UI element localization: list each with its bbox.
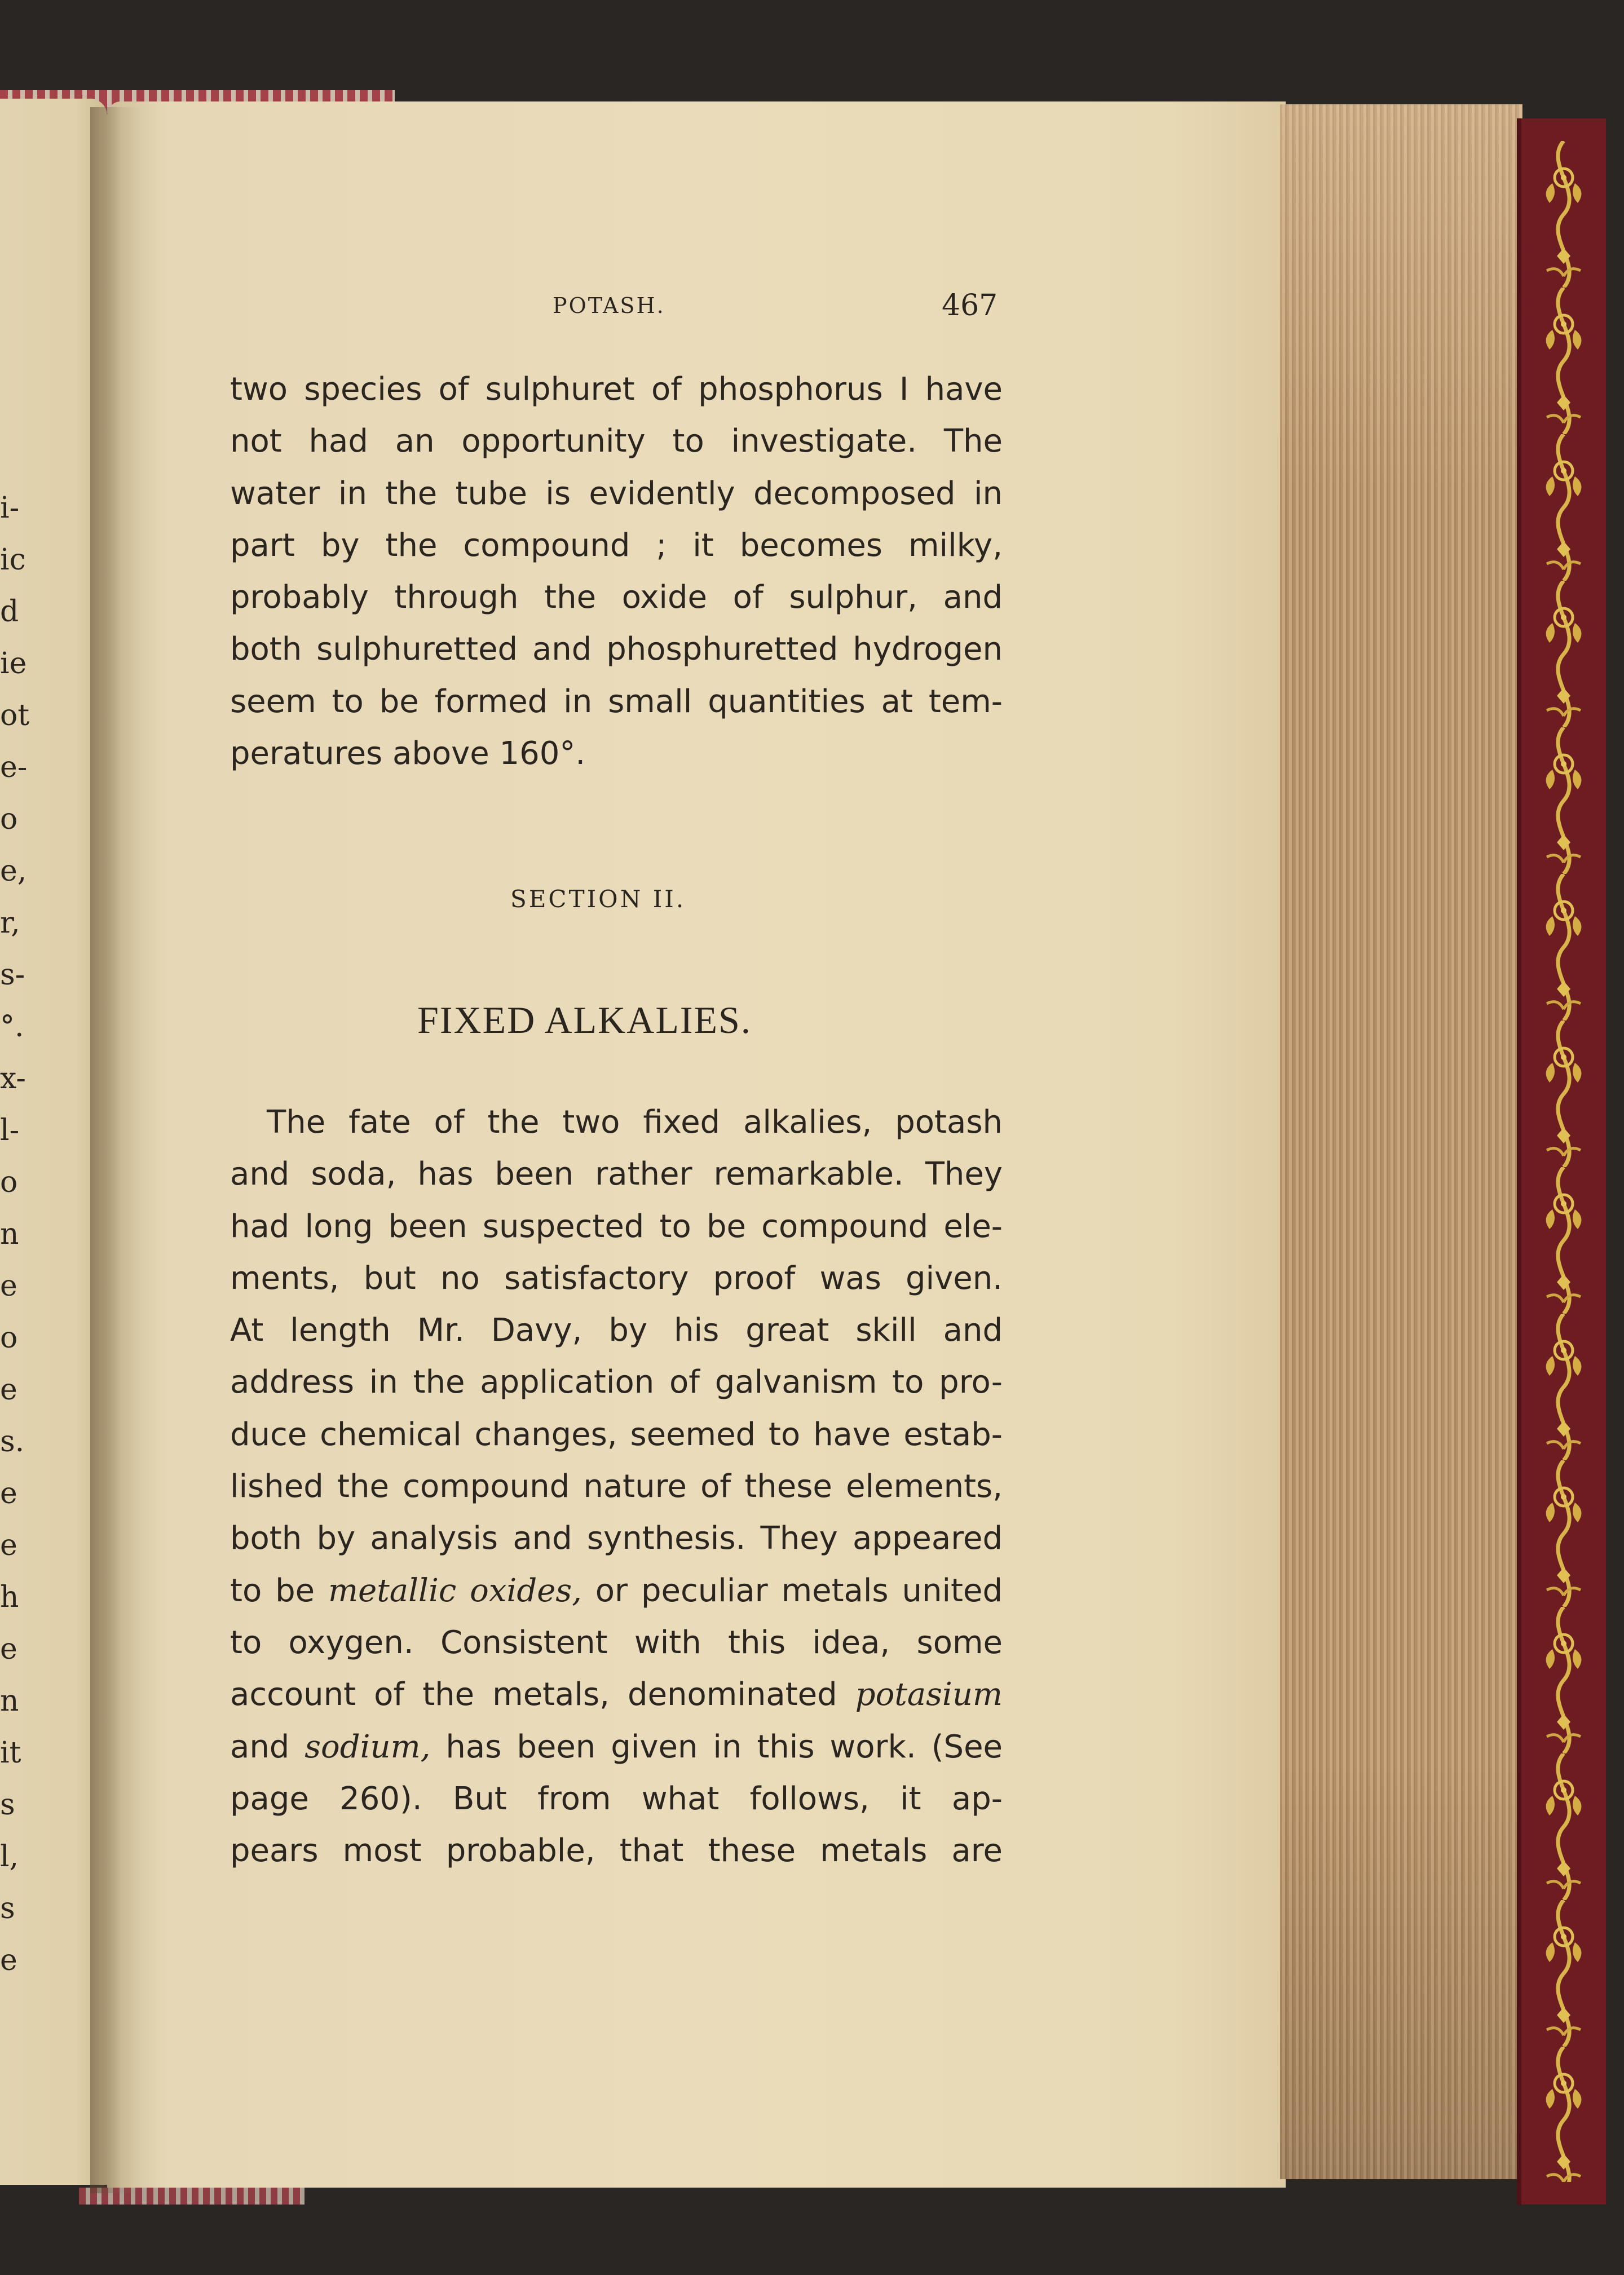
italic-term-potasium: potasium [855,1676,1003,1713]
previous-page-fragment: x- [0,1062,26,1095]
text-line: page 260). But from what follows, it ap- [230,1780,1003,1817]
previous-page-fragment: n [0,1684,19,1718]
text-line: The fate of the two fixed alkalies, potash [267,1104,1003,1141]
section-number: SECTION II. [510,885,686,913]
previous-page-fragment: e, [0,854,27,888]
previous-page-fragment: s- [0,958,25,992]
previous-page-fragment: e [0,1943,17,1977]
gilt-floral-ornament-icon [1538,141,1589,2182]
text-line [230,1669,1003,1721]
text-line [230,1565,1003,1617]
gilt-cover-edge [1517,118,1606,2205]
text-line: and soda, has been rather remarkable. They [230,1156,1003,1193]
text-line: At length Mr. Davy, by his great skill and [230,1312,1003,1349]
text-run: to be [230,1572,329,1609]
text-run: has been given in this work. (See [430,1728,1003,1765]
text-line: had long been suspected to be compound ele- [230,1208,1003,1245]
previous-page-fragment: °. [0,1010,24,1044]
text-line: peratures above 160°. [230,735,586,772]
previous-page-fragment: r, [0,906,20,940]
running-title: POTASH. [553,293,665,318]
text-line: part by the compound ; it becomes milky, [230,527,1003,564]
text-line: water in the tube is evidently decomposed in [230,475,1003,512]
previous-page-fragment: h [0,1580,19,1614]
text-line [230,1721,1003,1773]
previous-page-fragment: ic [0,543,26,577]
previous-page-fragment: s. [0,1425,25,1459]
previous-page-fragment: ot [0,699,30,732]
text-line: duce chemical changes, seemed to have estab- [230,1416,1003,1453]
text-line: not had an opportunity to investigate. The [230,423,1003,460]
text-line: address in the application of galvanism to pro- [230,1364,1003,1401]
page-edges [1280,104,1522,2179]
gutter-shadow [90,107,141,2193]
text-line: to oxygen. Consistent with this idea, some [230,1624,1003,1661]
previous-page-fragment: ie [0,647,27,681]
previous-page-fragment: s [0,1892,15,1925]
text-line: seem to be formed in small quantities at tem- [230,683,1003,720]
text-line: both sulphuretted and phosphuretted hydrogen [230,631,1003,668]
text-line: probably through the oxide of sulphur, and [230,579,1003,616]
italic-term-metallic-oxides: metallic oxides, [328,1572,582,1609]
text-run: account of the metals, denominated [230,1676,855,1713]
text-line: ments, but no satisfactory proof was given. [230,1260,1003,1297]
italic-term-sodium: sodium, [304,1728,431,1765]
previous-page-fragment: o [0,1321,18,1355]
previous-page-fragment: e [0,1269,17,1303]
text-line: two species of sulphuret of phosphorus I have [230,371,1003,408]
previous-page-fragment: o [0,802,18,836]
previous-page-fragment: n [0,1217,19,1251]
page-number: 467 [942,289,998,323]
previous-page-fragment: s [0,1788,15,1822]
previous-page-fragment: o [0,1165,18,1199]
previous-page-line-fragments [0,482,29,1986]
text-run: or peculiar metals united [581,1572,1003,1609]
previous-page-fragment: e [0,1477,17,1510]
text-run: and [230,1728,305,1765]
previous-page-fragment: e [0,1632,17,1666]
previous-page-fragment: l, [0,1840,19,1874]
previous-page-fragment: i- [0,491,20,525]
text-line: both by analysis and synthesis. They appeared [230,1520,1003,1557]
previous-page-fragment: d [0,595,19,629]
previous-page-fragment: e [0,1373,17,1407]
previous-page-fragment: e- [0,750,28,784]
previous-page-fragment: l- [0,1114,20,1147]
section-title: FIXED ALKALIES. [417,999,752,1041]
paragraph-phosphorus [230,364,1003,780]
previous-page-fragment: it [0,1736,21,1770]
text-line: pears most probable, that these metals are [230,1832,1003,1870]
text-line: lished the compound nature of these elements, [230,1468,1003,1505]
previous-page-fragment: e [0,1529,17,1562]
paragraph-fixed-alkalies [230,1097,1003,1877]
